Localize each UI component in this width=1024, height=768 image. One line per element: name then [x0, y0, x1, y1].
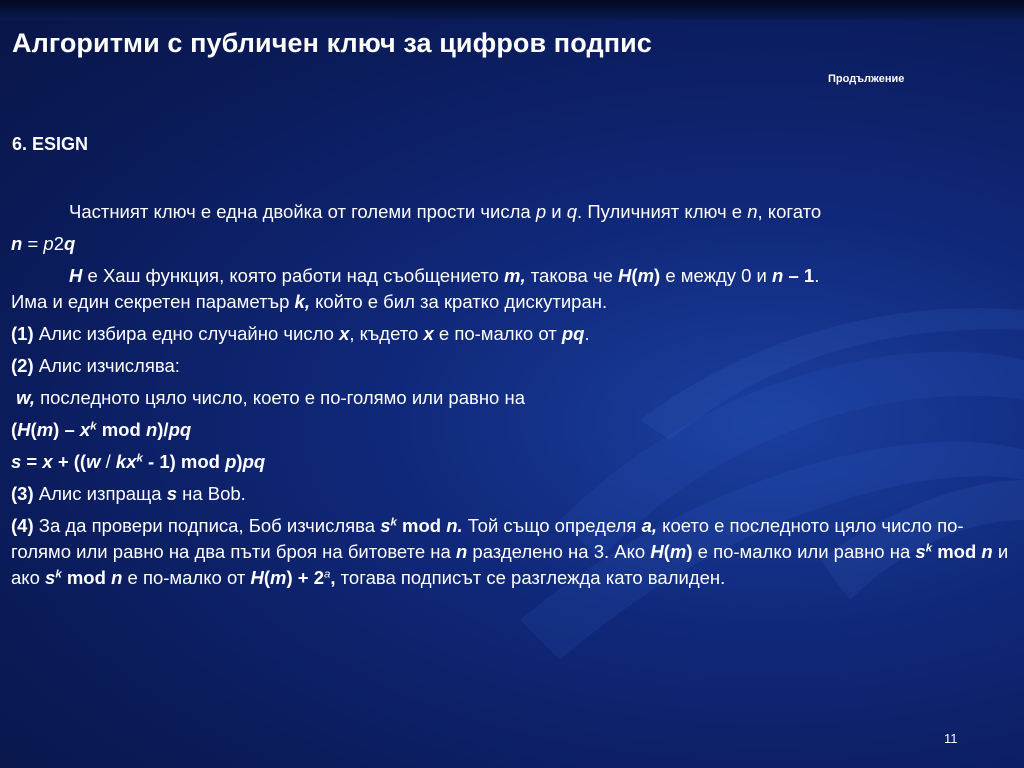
slide-title: Алгоритми с публичен ключ за цифров подпис [12, 28, 652, 58]
slide-subtitle: Продължение [828, 73, 905, 85]
formula-w: ($H(m) - x^k$ mod n)/pq [11, 419, 192, 440]
step-1: (1) Алис избира едно случайно число x, където x е по-малко от pq. [11, 323, 590, 344]
public-key-formula: n = p2q [11, 233, 76, 254]
w-definition: w, последното цяло число, което е по-голямо или равно на [16, 387, 525, 408]
page-number: 11 [944, 731, 958, 746]
step-4: (4) За да провери подписа, Боб изчислява $s^k$ mod n. Той също определя a, което е последното цяло число по-голямо или равно на два пъти броя на битовете на n разделено на 3. Ако H(m) е по-малко или равно на $s^k$ mod n и ако $s^k$ mod n е по-малко от $H(m) + 2^a$, тогава подписът се разглежда като валиден. [11, 515, 1009, 588]
formula-s: $s = x + ((w / kx^k - 1)$ mod p)pq [11, 451, 266, 472]
step-2: (2) Алис изчислява: [11, 355, 180, 376]
step-3: (3) Алис изпраща s на Bob. [11, 483, 246, 504]
section-heading: 6. ESIGN [12, 134, 89, 154]
top-band [0, 0, 1024, 20]
hash-paragraph: H е Хаш функция, която работи над съобщението m, такова че H(m) е между 0 и n – 1. Има и един секретен параметър k, който е бил за кратко дискутиран. [11, 265, 820, 312]
slide-body [11, 196, 1011, 594]
private-key-line: Частният ключ е една двойка от големи прости числа p и q. Пуличният ключ е n, когато [69, 201, 822, 222]
